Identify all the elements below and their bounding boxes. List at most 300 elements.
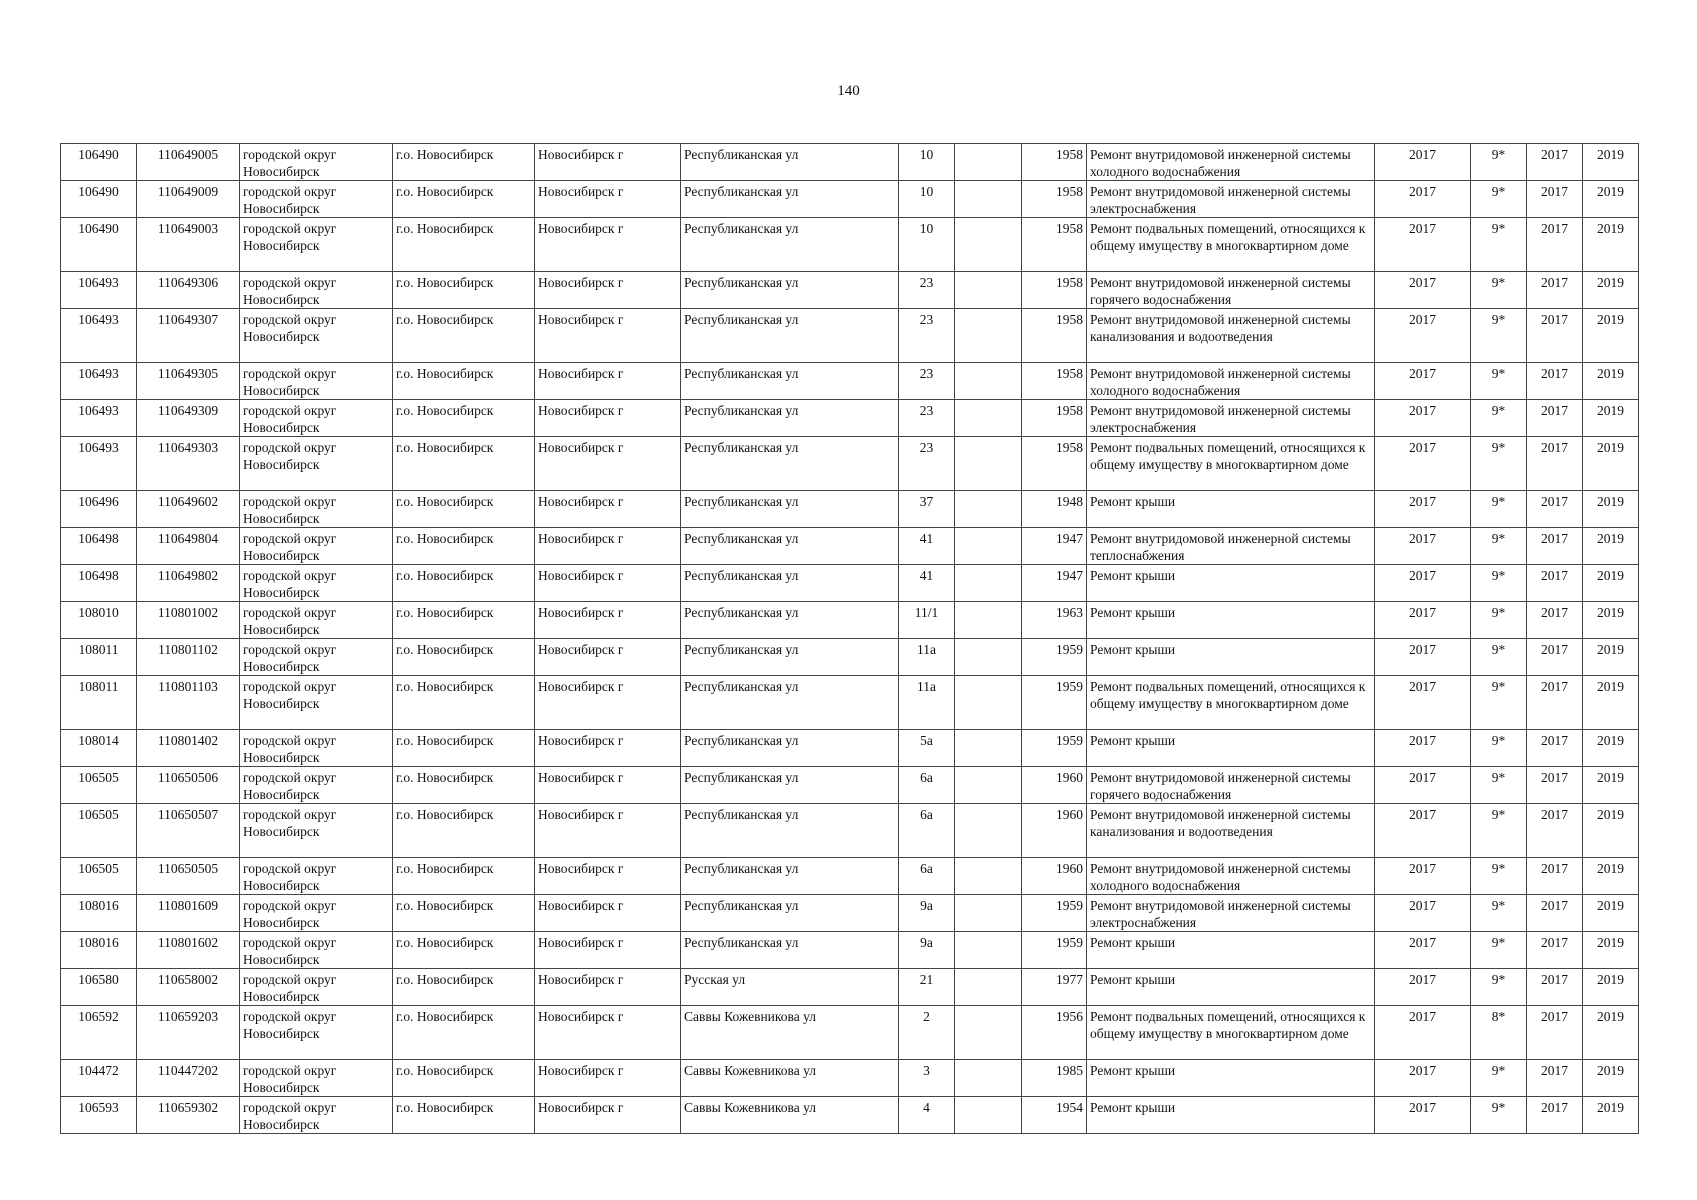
municipality-cell: г.о. Новосибирск <box>393 676 535 730</box>
period-to-cell: 2019 <box>1583 400 1639 437</box>
house-id-cell: 106593 <box>61 1097 137 1134</box>
building-extra-cell <box>955 932 1022 969</box>
floors-cell: 9* <box>1471 491 1527 528</box>
start-year-cell: 2017 <box>1375 528 1471 565</box>
period-to-cell: 2019 <box>1583 437 1639 491</box>
building-extra-cell <box>955 528 1022 565</box>
building-extra-cell <box>955 767 1022 804</box>
start-year-cell: 2017 <box>1375 1006 1471 1060</box>
street-cell: Республиканская ул <box>681 676 899 730</box>
municipality-cell: г.о. Новосибирск <box>393 218 535 272</box>
floors-cell: 9* <box>1471 181 1527 218</box>
building-extra-cell <box>955 804 1022 858</box>
street-cell: Республиканская ул <box>681 272 899 309</box>
house-id-cell: 106498 <box>61 565 137 602</box>
work-code-cell: 110649009 <box>137 181 240 218</box>
table-row <box>61 528 1639 565</box>
municipal-district-cell: городской округ Новосибирск <box>240 144 393 181</box>
city-cell: Новосибирск г <box>535 858 681 895</box>
construction-year-cell: 1959 <box>1022 932 1087 969</box>
period-from-cell: 2017 <box>1527 218 1583 272</box>
house-id-cell: 106490 <box>61 218 137 272</box>
period-from-cell: 2017 <box>1527 1006 1583 1060</box>
street-cell: Республиканская ул <box>681 218 899 272</box>
street-cell: Республиканская ул <box>681 730 899 767</box>
work-code-cell: 110649802 <box>137 565 240 602</box>
work-type-cell: Ремонт крыши <box>1087 565 1375 602</box>
table-row <box>61 181 1639 218</box>
floors-cell: 9* <box>1471 272 1527 309</box>
house-id-cell: 108011 <box>61 639 137 676</box>
period-to-cell: 2019 <box>1583 858 1639 895</box>
start-year-cell: 2017 <box>1375 181 1471 218</box>
construction-year-cell: 1954 <box>1022 1097 1087 1134</box>
street-cell: Республиканская ул <box>681 602 899 639</box>
floors-cell: 9* <box>1471 144 1527 181</box>
building-number-cell: 23 <box>899 437 955 491</box>
municipal-district-cell: городской округ Новосибирск <box>240 804 393 858</box>
table-row <box>61 804 1639 858</box>
municipality-cell: г.о. Новосибирск <box>393 309 535 363</box>
street-cell: Республиканская ул <box>681 804 899 858</box>
work-type-cell: Ремонт крыши <box>1087 639 1375 676</box>
floors-cell: 9* <box>1471 858 1527 895</box>
work-code-cell: 110649306 <box>137 272 240 309</box>
building-number-cell: 9а <box>899 932 955 969</box>
start-year-cell: 2017 <box>1375 363 1471 400</box>
building-extra-cell <box>955 969 1022 1006</box>
period-to-cell: 2019 <box>1583 639 1639 676</box>
period-from-cell: 2017 <box>1527 895 1583 932</box>
building-extra-cell <box>955 437 1022 491</box>
period-from-cell: 2017 <box>1527 363 1583 400</box>
table-row <box>61 272 1639 309</box>
building-number-cell: 10 <box>899 144 955 181</box>
construction-year-cell: 1985 <box>1022 1060 1087 1097</box>
start-year-cell: 2017 <box>1375 858 1471 895</box>
building-extra-cell <box>955 491 1022 528</box>
construction-year-cell: 1958 <box>1022 309 1087 363</box>
period-to-cell: 2019 <box>1583 969 1639 1006</box>
building-extra-cell <box>955 602 1022 639</box>
city-cell: Новосибирск г <box>535 363 681 400</box>
table-row <box>61 1060 1639 1097</box>
municipality-cell: г.о. Новосибирск <box>393 1097 535 1134</box>
municipal-district-cell: городской округ Новосибирск <box>240 1006 393 1060</box>
municipality-cell: г.о. Новосибирск <box>393 1006 535 1060</box>
period-to-cell: 2019 <box>1583 932 1639 969</box>
construction-year-cell: 1960 <box>1022 804 1087 858</box>
municipality-cell: г.о. Новосибирск <box>393 181 535 218</box>
municipality-cell: г.о. Новосибирск <box>393 272 535 309</box>
period-from-cell: 2017 <box>1527 932 1583 969</box>
city-cell: Новосибирск г <box>535 676 681 730</box>
house-id-cell: 106505 <box>61 858 137 895</box>
work-code-cell: 110447202 <box>137 1060 240 1097</box>
street-cell: Республиканская ул <box>681 181 899 218</box>
floors-cell: 9* <box>1471 767 1527 804</box>
building-number-cell: 23 <box>899 363 955 400</box>
start-year-cell: 2017 <box>1375 602 1471 639</box>
city-cell: Новосибирск г <box>535 1060 681 1097</box>
street-cell: Республиканская ул <box>681 858 899 895</box>
period-from-cell: 2017 <box>1527 602 1583 639</box>
work-code-cell: 110801402 <box>137 730 240 767</box>
municipality-cell: г.о. Новосибирск <box>393 565 535 602</box>
floors-cell: 9* <box>1471 676 1527 730</box>
work-type-cell: Ремонт внутридомовой инженерной системы горячего водоснабжения <box>1087 272 1375 309</box>
municipal-district-cell: городской округ Новосибирск <box>240 400 393 437</box>
work-code-cell: 110659302 <box>137 1097 240 1134</box>
floors-cell: 8* <box>1471 1006 1527 1060</box>
building-extra-cell <box>955 858 1022 895</box>
municipal-district-cell: городской округ Новосибирск <box>240 932 393 969</box>
start-year-cell: 2017 <box>1375 895 1471 932</box>
municipal-district-cell: городской округ Новосибирск <box>240 1060 393 1097</box>
building-number-cell: 3 <box>899 1060 955 1097</box>
table-row <box>61 565 1639 602</box>
period-to-cell: 2019 <box>1583 218 1639 272</box>
start-year-cell: 2017 <box>1375 491 1471 528</box>
start-year-cell: 2017 <box>1375 767 1471 804</box>
start-year-cell: 2017 <box>1375 565 1471 602</box>
period-to-cell: 2019 <box>1583 144 1639 181</box>
municipal-district-cell: городской округ Новосибирск <box>240 602 393 639</box>
start-year-cell: 2017 <box>1375 272 1471 309</box>
work-type-cell: Ремонт подвальных помещений, относящихся к общему имуществу в многоквартирном доме <box>1087 218 1375 272</box>
house-id-cell: 108010 <box>61 602 137 639</box>
building-number-cell: 41 <box>899 528 955 565</box>
city-cell: Новосибирск г <box>535 969 681 1006</box>
street-cell: Республиканская ул <box>681 363 899 400</box>
city-cell: Новосибирск г <box>535 491 681 528</box>
building-extra-cell <box>955 309 1022 363</box>
house-id-cell: 106493 <box>61 272 137 309</box>
municipal-district-cell: городской округ Новосибирск <box>240 363 393 400</box>
municipal-district-cell: городской округ Новосибирск <box>240 676 393 730</box>
city-cell: Новосибирск г <box>535 437 681 491</box>
municipality-cell: г.о. Новосибирск <box>393 491 535 528</box>
building-extra-cell <box>955 218 1022 272</box>
street-cell: Республиканская ул <box>681 400 899 437</box>
work-code-cell: 110649804 <box>137 528 240 565</box>
building-number-cell: 9а <box>899 895 955 932</box>
street-cell: Республиканская ул <box>681 767 899 804</box>
street-cell: Саввы Кожевникова ул <box>681 1060 899 1097</box>
building-number-cell: 2 <box>899 1006 955 1060</box>
period-to-cell: 2019 <box>1583 363 1639 400</box>
work-type-cell: Ремонт подвальных помещений, относящихся к общему имуществу в многоквартирном доме <box>1087 676 1375 730</box>
building-number-cell: 21 <box>899 969 955 1006</box>
floors-cell: 9* <box>1471 932 1527 969</box>
city-cell: Новосибирск г <box>535 804 681 858</box>
work-type-cell: Ремонт внутридомовой инженерной системы холодного водоснабжения <box>1087 144 1375 181</box>
work-code-cell: 110801602 <box>137 932 240 969</box>
period-to-cell: 2019 <box>1583 491 1639 528</box>
period-to-cell: 2019 <box>1583 1097 1639 1134</box>
building-number-cell: 11/1 <box>899 602 955 639</box>
work-code-cell: 110649005 <box>137 144 240 181</box>
floors-cell: 9* <box>1471 1097 1527 1134</box>
house-id-cell: 106580 <box>61 969 137 1006</box>
building-extra-cell <box>955 400 1022 437</box>
period-to-cell: 2019 <box>1583 895 1639 932</box>
house-id-cell: 106505 <box>61 804 137 858</box>
house-id-cell: 108016 <box>61 895 137 932</box>
period-from-cell: 2017 <box>1527 565 1583 602</box>
work-code-cell: 110658002 <box>137 969 240 1006</box>
construction-year-cell: 1959 <box>1022 895 1087 932</box>
work-type-cell: Ремонт крыши <box>1087 932 1375 969</box>
building-extra-cell <box>955 639 1022 676</box>
street-cell: Республиканская ул <box>681 639 899 676</box>
construction-year-cell: 1958 <box>1022 363 1087 400</box>
building-extra-cell <box>955 1006 1022 1060</box>
work-code-cell: 110801002 <box>137 602 240 639</box>
house-id-cell: 106496 <box>61 491 137 528</box>
city-cell: Новосибирск г <box>535 730 681 767</box>
building-extra-cell <box>955 363 1022 400</box>
work-type-cell: Ремонт внутридомовой инженерной системы электроснабжения <box>1087 400 1375 437</box>
municipal-district-cell: городской округ Новосибирск <box>240 969 393 1006</box>
municipality-cell: г.о. Новосибирск <box>393 932 535 969</box>
street-cell: Республиканская ул <box>681 895 899 932</box>
construction-year-cell: 1958 <box>1022 400 1087 437</box>
municipal-district-cell: городской округ Новосибирск <box>240 767 393 804</box>
floors-cell: 9* <box>1471 730 1527 767</box>
table-row <box>61 639 1639 676</box>
floors-cell: 9* <box>1471 218 1527 272</box>
city-cell: Новосибирск г <box>535 639 681 676</box>
start-year-cell: 2017 <box>1375 400 1471 437</box>
table-row <box>61 602 1639 639</box>
table-row <box>61 932 1639 969</box>
floors-cell: 9* <box>1471 309 1527 363</box>
municipal-district-cell: городской округ Новосибирск <box>240 639 393 676</box>
start-year-cell: 2017 <box>1375 1060 1471 1097</box>
work-code-cell: 110801103 <box>137 676 240 730</box>
city-cell: Новосибирск г <box>535 528 681 565</box>
municipal-district-cell: городской округ Новосибирск <box>240 272 393 309</box>
period-to-cell: 2019 <box>1583 528 1639 565</box>
work-type-cell: Ремонт внутридомовой инженерной системы холодного водоснабжения <box>1087 858 1375 895</box>
table-row <box>61 895 1639 932</box>
work-type-cell: Ремонт внутридомовой инженерной системы теплоснабжения <box>1087 528 1375 565</box>
house-id-cell: 106592 <box>61 1006 137 1060</box>
floors-cell: 9* <box>1471 804 1527 858</box>
work-type-cell: Ремонт внутридомовой инженерной системы холодного водоснабжения <box>1087 363 1375 400</box>
city-cell: Новосибирск г <box>535 1097 681 1134</box>
street-cell: Республиканская ул <box>681 565 899 602</box>
period-from-cell: 2017 <box>1527 144 1583 181</box>
floors-cell: 9* <box>1471 895 1527 932</box>
building-number-cell: 11а <box>899 676 955 730</box>
work-type-cell: Ремонт крыши <box>1087 1060 1375 1097</box>
floors-cell: 9* <box>1471 528 1527 565</box>
start-year-cell: 2017 <box>1375 932 1471 969</box>
municipal-district-cell: городской округ Новосибирск <box>240 565 393 602</box>
house-id-cell: 106493 <box>61 309 137 363</box>
street-cell: Саввы Кожевникова ул <box>681 1097 899 1134</box>
table-row <box>61 1097 1639 1134</box>
city-cell: Новосибирск г <box>535 144 681 181</box>
municipality-cell: г.о. Новосибирск <box>393 858 535 895</box>
house-id-cell: 108016 <box>61 932 137 969</box>
building-number-cell: 4 <box>899 1097 955 1134</box>
work-type-cell: Ремонт крыши <box>1087 602 1375 639</box>
city-cell: Новосибирск г <box>535 895 681 932</box>
work-code-cell: 110649305 <box>137 363 240 400</box>
city-cell: Новосибирск г <box>535 767 681 804</box>
building-number-cell: 5а <box>899 730 955 767</box>
work-code-cell: 110650505 <box>137 858 240 895</box>
start-year-cell: 2017 <box>1375 437 1471 491</box>
building-number-cell: 37 <box>899 491 955 528</box>
construction-year-cell: 1947 <box>1022 528 1087 565</box>
period-from-cell: 2017 <box>1527 309 1583 363</box>
municipality-cell: г.о. Новосибирск <box>393 767 535 804</box>
municipality-cell: г.о. Новосибирск <box>393 528 535 565</box>
construction-year-cell: 1959 <box>1022 639 1087 676</box>
period-from-cell: 2017 <box>1527 1097 1583 1134</box>
period-from-cell: 2017 <box>1527 437 1583 491</box>
start-year-cell: 2017 <box>1375 639 1471 676</box>
construction-year-cell: 1958 <box>1022 272 1087 309</box>
city-cell: Новосибирск г <box>535 602 681 639</box>
municipality-cell: г.о. Новосибирск <box>393 895 535 932</box>
city-cell: Новосибирск г <box>535 1006 681 1060</box>
building-extra-cell <box>955 1097 1022 1134</box>
floors-cell: 9* <box>1471 400 1527 437</box>
start-year-cell: 2017 <box>1375 309 1471 363</box>
table-row <box>61 437 1639 491</box>
table-row <box>61 676 1639 730</box>
building-extra-cell <box>955 895 1022 932</box>
period-from-cell: 2017 <box>1527 969 1583 1006</box>
building-extra-cell <box>955 676 1022 730</box>
period-from-cell: 2017 <box>1527 181 1583 218</box>
municipal-district-cell: городской округ Новосибирск <box>240 730 393 767</box>
start-year-cell: 2017 <box>1375 676 1471 730</box>
work-type-cell: Ремонт внутридомовой инженерной системы канализования и водоотведения <box>1087 309 1375 363</box>
house-id-cell: 108014 <box>61 730 137 767</box>
floors-cell: 9* <box>1471 639 1527 676</box>
work-code-cell: 110649602 <box>137 491 240 528</box>
period-from-cell: 2017 <box>1527 676 1583 730</box>
start-year-cell: 2017 <box>1375 1097 1471 1134</box>
period-from-cell: 2017 <box>1527 858 1583 895</box>
work-code-cell: 110649003 <box>137 218 240 272</box>
period-from-cell: 2017 <box>1527 528 1583 565</box>
street-cell: Республиканская ул <box>681 144 899 181</box>
table-row <box>61 309 1639 363</box>
work-type-cell: Ремонт подвальных помещений, относящихся к общему имуществу в многоквартирном доме <box>1087 437 1375 491</box>
floors-cell: 9* <box>1471 565 1527 602</box>
house-id-cell: 106493 <box>61 437 137 491</box>
floors-cell: 9* <box>1471 363 1527 400</box>
house-id-cell: 106490 <box>61 181 137 218</box>
municipal-district-cell: городской округ Новосибирск <box>240 218 393 272</box>
city-cell: Новосибирск г <box>535 309 681 363</box>
city-cell: Новосибирск г <box>535 932 681 969</box>
start-year-cell: 2017 <box>1375 969 1471 1006</box>
work-code-cell: 110649309 <box>137 400 240 437</box>
work-type-cell: Ремонт внутридомовой инженерной системы электроснабжения <box>1087 181 1375 218</box>
municipality-cell: г.о. Новосибирск <box>393 400 535 437</box>
construction-year-cell: 1963 <box>1022 602 1087 639</box>
building-number-cell: 10 <box>899 218 955 272</box>
start-year-cell: 2017 <box>1375 218 1471 272</box>
start-year-cell: 2017 <box>1375 144 1471 181</box>
city-cell: Новосибирск г <box>535 272 681 309</box>
period-from-cell: 2017 <box>1527 804 1583 858</box>
work-type-cell: Ремонт крыши <box>1087 491 1375 528</box>
city-cell: Новосибирск г <box>535 218 681 272</box>
city-cell: Новосибирск г <box>535 565 681 602</box>
municipality-cell: г.о. Новосибирск <box>393 437 535 491</box>
table-row <box>61 730 1639 767</box>
period-from-cell: 2017 <box>1527 491 1583 528</box>
period-to-cell: 2019 <box>1583 272 1639 309</box>
building-number-cell: 23 <box>899 400 955 437</box>
municipality-cell: г.о. Новосибирск <box>393 730 535 767</box>
municipality-cell: г.о. Новосибирск <box>393 1060 535 1097</box>
start-year-cell: 2017 <box>1375 804 1471 858</box>
city-cell: Новосибирск г <box>535 181 681 218</box>
street-cell: Саввы Кожевникова ул <box>681 1006 899 1060</box>
work-code-cell: 110649307 <box>137 309 240 363</box>
municipal-district-cell: городской округ Новосибирск <box>240 858 393 895</box>
work-code-cell: 110801609 <box>137 895 240 932</box>
period-from-cell: 2017 <box>1527 400 1583 437</box>
table-row <box>61 767 1639 804</box>
municipal-district-cell: городской округ Новосибирск <box>240 491 393 528</box>
street-cell: Республиканская ул <box>681 491 899 528</box>
municipality-cell: г.о. Новосибирск <box>393 363 535 400</box>
work-type-cell: Ремонт крыши <box>1087 1097 1375 1134</box>
house-id-cell: 106505 <box>61 767 137 804</box>
work-code-cell: 110650507 <box>137 804 240 858</box>
municipality-cell: г.о. Новосибирск <box>393 602 535 639</box>
municipal-district-cell: городской округ Новосибирск <box>240 309 393 363</box>
construction-year-cell: 1960 <box>1022 858 1087 895</box>
period-from-cell: 2017 <box>1527 272 1583 309</box>
construction-year-cell: 1956 <box>1022 1006 1087 1060</box>
building-extra-cell <box>955 272 1022 309</box>
period-to-cell: 2019 <box>1583 1060 1639 1097</box>
construction-year-cell: 1958 <box>1022 144 1087 181</box>
work-code-cell: 110659203 <box>137 1006 240 1060</box>
building-number-cell: 10 <box>899 181 955 218</box>
table-row <box>61 858 1639 895</box>
table-row <box>61 1006 1639 1060</box>
period-to-cell: 2019 <box>1583 676 1639 730</box>
house-id-cell: 108011 <box>61 676 137 730</box>
period-to-cell: 2019 <box>1583 309 1639 363</box>
table-row <box>61 969 1639 1006</box>
building-number-cell: 23 <box>899 272 955 309</box>
construction-year-cell: 1960 <box>1022 767 1087 804</box>
building-number-cell: 6а <box>899 858 955 895</box>
house-id-cell: 106498 <box>61 528 137 565</box>
period-to-cell: 2019 <box>1583 767 1639 804</box>
construction-year-cell: 1977 <box>1022 969 1087 1006</box>
floors-cell: 9* <box>1471 437 1527 491</box>
street-cell: Республиканская ул <box>681 437 899 491</box>
table-row <box>61 363 1639 400</box>
floors-cell: 9* <box>1471 602 1527 639</box>
municipal-district-cell: городской округ Новосибирск <box>240 437 393 491</box>
